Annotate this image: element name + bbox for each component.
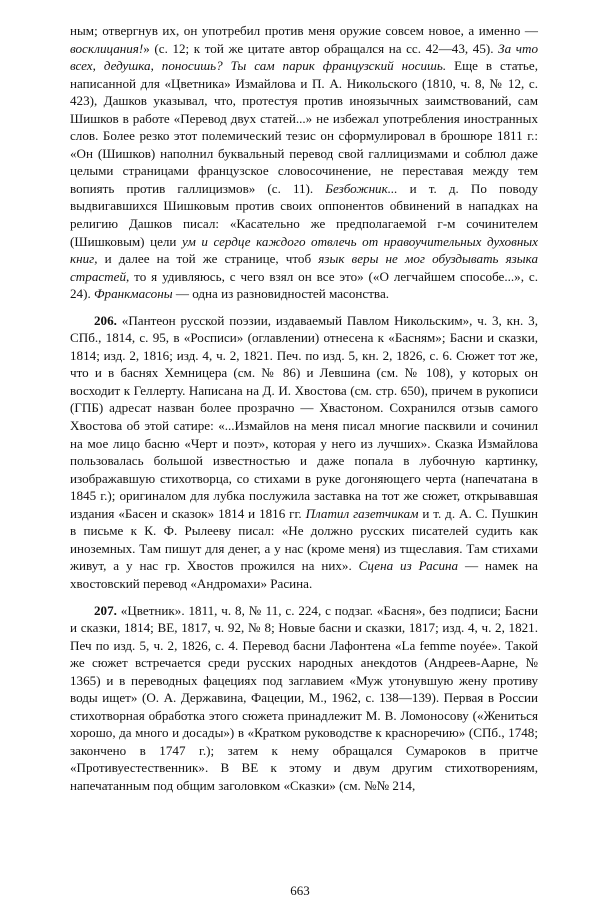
italic-quote: Франкмасоны — [94, 286, 173, 302]
text-segment: «Пантеон русской поэзии, издаваемый Павлом Никольским», ч. 3, кн. 3, СПб., 1814, с. 95, в «Росписи» (оглавлении) отнесена к «Басням»; Басни и сказки, 1814; изд. 2, 1816; изд. 4, ч. 2, 1821. Печ. по изд. 5, кн. 2, 1826, с. 6. Сюжет тот же, что и в баснях Хемницера (см. № 86) и Левшина (см. № 108), у которых он восходит к Геллерту. Написана на Д. И. Хвостова (см. стр. 650), причем в рукописи (ГПБ) адресат назван более прозрачно — Хвастоном. Сохранился отзыв самого Хвостова об этой сатире: «...Измайлов на меня писал многие пасквили и сочинил на мое лицо басню «Черт и поэт», которая у него из лучших». Сказка Измайлова пользовалась большой известностью и даже попала в лубочную картинку, изображавшую стихотворца, со стихами в руке догоняющего черта (напечатана в 1845 г.); оригиналом для лубка послужила заставка на тот же сюжет, открывавшая издания «Басен и сказок» 1814 и 1816 гг. — [70, 312, 538, 521]
text-segment: и далее на той же странице, чтоб — [97, 251, 319, 267]
note-number: 207. — [94, 602, 117, 618]
text-segment: ным; отвергнув их, он употребил против меня оружие совсем новое, а именно — — [70, 23, 538, 38]
italic-quote: Сцена из Расина — [358, 558, 459, 574]
page-number: 663 — [290, 883, 310, 898]
italic-quote: Безбожник... — [325, 180, 398, 196]
text-segment: то я удивляюсь, с чего взял он все это» («О легчайшем способе...», с. 24). — [70, 268, 538, 302]
text-segment: «Цветник». 1811, ч. 8, № 11, с. 224, с подзаг. «Басня», без подписи; Басни и сказки, 1814; ВЕ, 1817, ч. 92, № 8; Новые басни и сказки, 1817; изд. 4, ч. 2, 1821. Печ по изд. 5, ч. 2, 1826, с. 4. Перевод басни Лафонтена «La femme noyée». Такой же сюжет встречается среди русских народных анекдотов (Андреев-Аарне, № 1365) и в переводных фацециях под заглавием «Муж утонувшую жену противу воды ищет» (О. А. Державина, Фацеции, М., 1962, с. 138—139). Первая в России стихотворная обработка этого сюжета принадлежит М. В. Ломоносову («Жениться хорошо, да много и досады») в «Кратком руководстве к красноречию» (СПб., 1748; закончено в 1747 г.); затем к нему обращался Сумароков в притче «Противуестественник». В ВЕ к этому и двум другим стихотворениям, напечатанным под общим заголовком «Сказки» (см. №№ 214, — [70, 602, 538, 793]
text-segment: Еще в статье, написанной для «Цветника» Измайлова и П. А. Никольского (1810, ч. 8, № 12, с. 423), Дашков указывал, что, протестуя против иноязычных заимствований, сам Шишков в работе «Перевод двух статей...» не избежал употребления иностранных слов. Более резко этот полемический тезис он сформулировал в брошюре 1811 г.: «Он (Шишков) наполнил буквальный перевод свой галлицизмами и соблюл даже целыми страницами французское словосочинение, не переставая между тем вопиять против галлицизмов» (с. 11). — [70, 58, 538, 196]
note-paragraph — [70, 602, 538, 795]
text-segment: и т. д. По поводу выдвигавшихся Шишковым против своих оппонентов обвинений в нападках на религию Дашков писал: «Касательно же предполагаемой г-м сочинителем (Шишковым) цели — [70, 180, 538, 249]
commentary-text — [70, 22, 538, 795]
text-segment: — одна из разновидностей масонства. — [172, 286, 390, 302]
text-segment: — намек на хвостовский перевод «Андромахи» Расина. — [70, 558, 538, 591]
italic-quote: язык веры не мог обуздывать языка страстей, — [70, 251, 538, 284]
italic-quote: За что всех, дедушка, поносишь? Ты сам парик французский носишь. — [70, 40, 538, 74]
text-segment: » (с. 12; к той же цитате автор обращался на сс. 42—43, 45). — [143, 40, 499, 56]
italic-quote: Платил газетчикам — [305, 505, 419, 521]
continued-paragraph — [70, 22, 538, 303]
italic-quote: восклицания! — [70, 40, 144, 56]
note-number: 206. — [94, 312, 117, 328]
text-segment: и т. д. А. С. Пушкин в письме к К. Ф. Рылееву писал: «Не должно русских писателей судить как иноземных. Там пишут для денег, а у нас (кроме меня) из тщеславия. Там стихами живут, а у нас гр. Хвостов прожился на них». — [70, 505, 538, 574]
note-paragraph — [70, 312, 538, 593]
italic-quote: ум и сердце каждого отвлечь от нравоучительных духовных книг, — [70, 233, 538, 267]
